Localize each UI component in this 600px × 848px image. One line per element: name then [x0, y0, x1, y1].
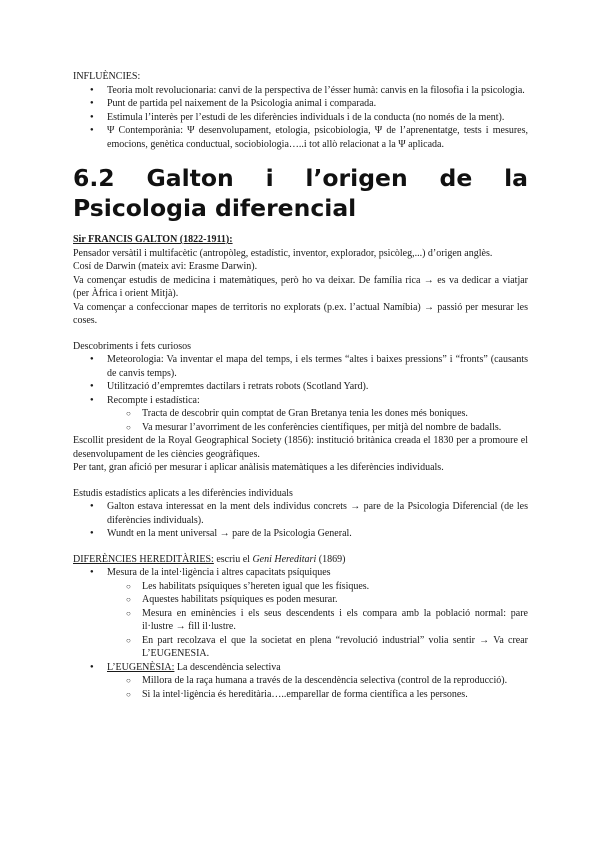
list-item: [73, 661, 528, 702]
list-item: ● Estimula l’interès per l’estudi de les diferències individuals i de la conducta (no només de la ment).: [73, 111, 528, 125]
galton-line: Va començar estudis de medicina i matemàtiques, però ho va deixar. De família rica → es va dedicar a viatjar (per Àfrica i orient Mitjà).: [73, 274, 528, 299]
book-title: Geni Hereditari: [252, 553, 317, 565]
influencies-heading: INFLUÈNCIES:: [73, 71, 141, 82]
list-item: ● Utilització d’empremtes dactilars i retrats robots (Scotland Yard).: [73, 380, 528, 394]
escollit-text: Escollit president de la Royal Geographical Society (1856): institució britànica creada el 1830 per a promoure el desenvolupament de les ciències geogràfiques.: [73, 435, 528, 460]
sub-list-item: ○ Millora de la raça humana a través de la descendència selectiva (control de la reproducció).: [107, 674, 528, 688]
galton-heading: [73, 233, 528, 247]
hereditaries-list: [73, 566, 528, 701]
influencies-list: [73, 84, 528, 152]
list-item: ● Teoria molt revolucionaria: canvi de la perspectiva de l’ésser humà: canvis en la filosofia i la psicologia.: [73, 84, 528, 98]
sub-list-item: ○ Aquestes habilitats psíquiques es poden mesurar.: [107, 593, 528, 607]
list-item: ● Ψ Contemporània: Ψ desenvolupament, etologia, psicobiologia, Ψ de l’aprenentatge, tests i mesures, emocions, genètica conductual, sociobiologia…..i tot allò relacionat a la Ψ aplicada.: [73, 124, 528, 151]
galton-line: Va començar a confeccionar mapes de territoris no explorats (p.ex. l’actual Namíbia) → passió per mesurar les coses.: [73, 301, 528, 326]
list-item-label: Recompte i estadística:: [107, 394, 200, 406]
section-title: 6.2 Galton i l’origen de la Psicologia diferencial: [73, 164, 528, 222]
sub-list-item: ○ Tracta de descobrir quin comptat de Gran Bretanya tenia les dones més boniques.: [107, 407, 528, 421]
list-item: [73, 566, 528, 661]
hereditaries-heading: [73, 553, 528, 567]
hereditaries-rest: escriu el: [213, 553, 253, 565]
list-item: ● Punt de partida pel naixement de la Psicologia animal i comparada.: [73, 97, 528, 111]
descobriments-list: [73, 353, 528, 434]
descobriments-sublist: [107, 407, 528, 434]
list-item: [73, 394, 528, 435]
hereditaries-sublist: [107, 580, 528, 661]
hereditaries-year: (1869): [316, 553, 346, 565]
list-item: ● Galton estava interessat en la ment dels individus concrets → pare de la Psicologia Diferencial (de les diferències individuals).: [73, 500, 528, 527]
sub-list-item: ○ Va mesurar l’avorriment de les conferències científiques, per mitjà del nombre de badalls.: [107, 421, 528, 435]
escollit-text: Per tant, gran afició per mesurar i aplicar anàlisis matemàtiques a les diferències individuals.: [73, 462, 444, 473]
eugenesia-rest: La descendència selectiva: [174, 661, 281, 673]
sub-list-item: ○ Si la intel·ligència és hereditària…..emparellar de forma científica a les persones.: [107, 688, 528, 702]
document-page: [73, 70, 528, 701]
galton-line: Pensador versàtil i multifacètic (antropòleg, estadístic, inventor, explorador, psicòleg,...) d’origen anglès.: [73, 247, 493, 259]
sub-list-item: ○ Mesura en eminències i els seus descendents i els compara amb la població normal: pare il·lustre → fill il·lustre.: [107, 607, 528, 634]
list-item: ● Meteorologia: Va inventar el mapa del temps, i els termes “altes i baixes pressions” i “fronts” (causants de canvis temps).: [73, 353, 528, 380]
galton-line: Cosí de Darwin (mateix avi: Erasme Darwin).: [73, 261, 258, 272]
eugenesia-sublist: [107, 674, 528, 701]
estudis-heading: Estudis estadístics aplicats a les diferències individuals: [73, 487, 293, 499]
hereditaries-label: DIFERÈNCIES HEREDITÀRIES:: [73, 553, 214, 565]
estudis-list: [73, 500, 528, 541]
eugenesia-label: L’EUGENÈSIA:: [107, 661, 175, 673]
sub-list-item: ○ En part recolzava el que la societat en plena “revolució industrial” volia sentir → Va crear L’EUGENESIA.: [107, 634, 528, 661]
sub-list-item: ○ Les habilitats psíquiques s’hereten igual que les físiques.: [107, 580, 528, 594]
descobriments-heading: Descobriments i fets curiosos: [73, 340, 192, 352]
galton-name: Sir FRANCIS GALTON (1822-1911):: [73, 234, 233, 245]
list-item-label: Mesura de la intel·ligència i altres capacitats psíquiques: [107, 567, 331, 578]
list-item: ● Wundt en la ment universal → pare de la Psicologia General.: [73, 527, 528, 541]
